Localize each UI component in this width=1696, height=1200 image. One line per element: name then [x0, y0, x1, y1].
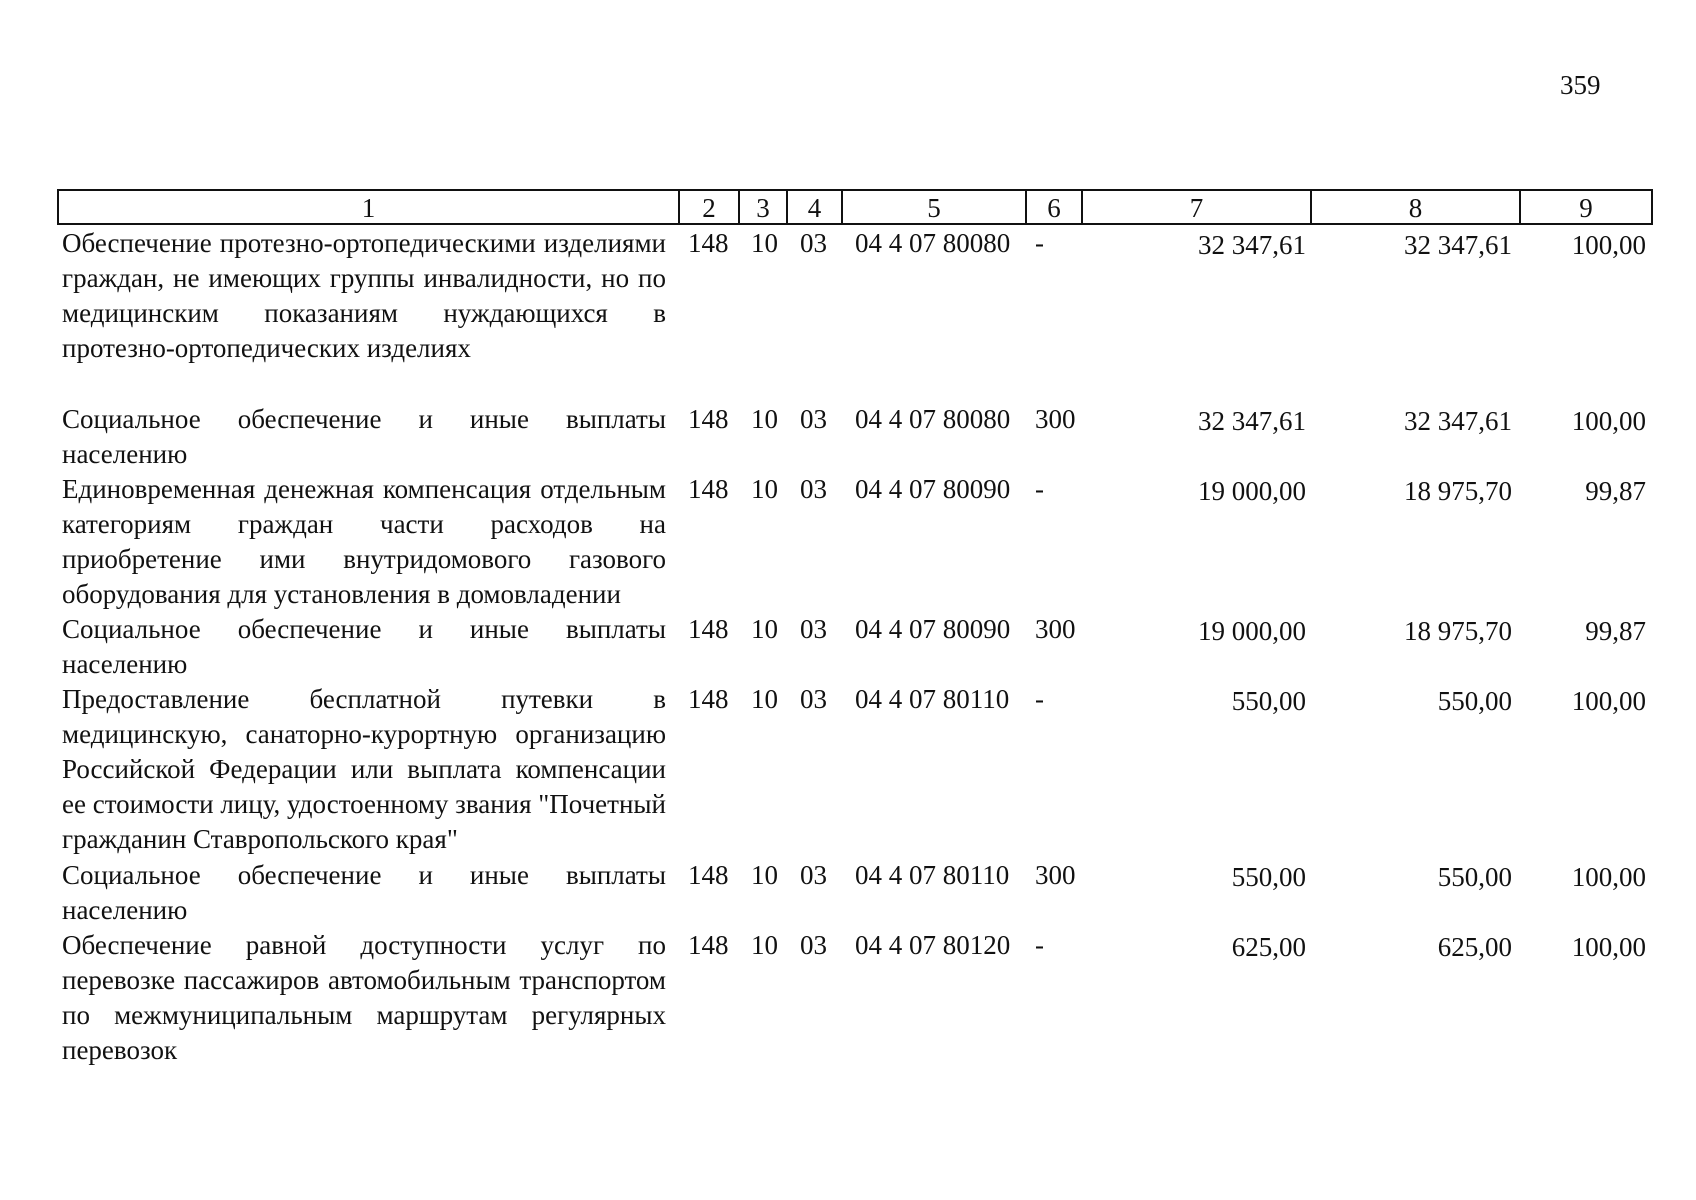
header-col-5: 5 — [842, 190, 1026, 224]
table-header — [57, 189, 1653, 225]
row-col-4: 03 — [800, 860, 827, 890]
row-col-2: 148 — [688, 930, 729, 960]
row-col-6: 300 — [1035, 404, 1076, 434]
row-col-3: 10 — [751, 228, 778, 258]
row-description: Социальное обеспечение и иные выплаты населению — [62, 614, 666, 679]
row-description: Социальное обеспечение и иные выплаты населению — [62, 404, 666, 469]
row-col-4: 03 — [800, 930, 827, 960]
row-col-2: 148 — [688, 614, 729, 644]
row-description: Обеспечение равной доступности услуг по перевозке пассажиров автомобильным транспортом по межмуниципальным маршрутам регулярных перевозок — [62, 930, 666, 1065]
row-col-8: 32 347,61 — [1404, 406, 1512, 436]
row-col-6: - — [1035, 228, 1044, 258]
row-description: Социальное обеспечение и иные выплаты населению — [62, 860, 666, 925]
row-col-7: 625,00 — [1231, 932, 1306, 962]
row-col-9: 99,87 — [1585, 616, 1646, 646]
row-col-3: 10 — [751, 684, 778, 714]
row-col-3: 10 — [751, 930, 778, 960]
row-col-6: 300 — [1035, 614, 1076, 644]
row-col-6: 300 — [1035, 860, 1076, 890]
header-col-4: 4 — [787, 190, 842, 224]
header-col-7: 7 — [1082, 190, 1311, 224]
header-col-1: 1 — [58, 190, 679, 224]
row-description: Предоставление бесплатной путевки в медицинскую, санаторно-курортную организацию Российской Федерации или выплата компенсации ее стоимости лицу, удостоенному звания "Почетный гражданин Ставропольского края" — [62, 684, 667, 854]
row-col-8: 18 975,70 — [1404, 616, 1512, 646]
row-col-9: 100,00 — [1571, 932, 1646, 962]
row-col-8: 625,00 — [1437, 932, 1512, 962]
row-col-5: 04 4 07 80080 — [855, 228, 1011, 258]
row-col-7: 32 347,61 — [1198, 406, 1306, 436]
row-col-6: - — [1035, 474, 1044, 504]
row-col-5: 04 4 07 80090 — [855, 474, 1011, 504]
row-col-4: 03 — [800, 228, 827, 258]
row-col-2: 148 — [688, 860, 729, 890]
row-col-9: 100,00 — [1571, 230, 1646, 260]
header-col-3: 3 — [739, 190, 787, 224]
row-col-8: 18 975,70 — [1404, 476, 1512, 506]
row-description: Единовременная денежная компенсация отдельным категориям граждан части расходов на приобретение ими внутридомового газового оборудования для установления в домовладении — [62, 474, 666, 609]
row-col-5: 04 4 07 80110 — [855, 860, 1010, 890]
row-col-3: 10 — [751, 860, 778, 890]
row-col-7: 19 000,00 — [1198, 616, 1306, 646]
row-col-3: 10 — [751, 404, 778, 434]
row-col-7: 19 000,00 — [1198, 476, 1306, 506]
header-col-9: 9 — [1520, 190, 1652, 224]
row-col-4: 03 — [800, 614, 827, 644]
header-col-2: 2 — [679, 190, 739, 224]
row-col-8: 550,00 — [1437, 862, 1512, 892]
row-col-2: 148 — [688, 474, 729, 504]
header-col-8: 8 — [1311, 190, 1520, 224]
row-description: Обеспечение протезно-ортопедическими изделиями граждан, не имеющих группы инвалидности, но по медицинским показаниям нуждающихся в протезно-ортопедических изделиях — [62, 228, 666, 363]
row-col-5: 04 4 07 80090 — [855, 614, 1011, 644]
row-col-7: 550,00 — [1231, 862, 1306, 892]
row-col-5: 04 4 07 80120 — [855, 930, 1011, 960]
row-col-9: 99,87 — [1585, 476, 1646, 506]
row-col-2: 148 — [688, 684, 729, 714]
page-number: 359 — [1560, 70, 1601, 100]
row-col-2: 148 — [688, 404, 729, 434]
row-col-4: 03 — [800, 404, 827, 434]
row-col-7: 32 347,61 — [1198, 230, 1306, 260]
row-col-7: 550,00 — [1231, 686, 1306, 716]
row-col-6: - — [1035, 684, 1044, 714]
row-col-4: 03 — [800, 684, 827, 714]
row-col-8: 550,00 — [1437, 686, 1512, 716]
row-col-9: 100,00 — [1571, 862, 1646, 892]
row-col-9: 100,00 — [1571, 406, 1646, 436]
row-col-8: 32 347,61 — [1404, 230, 1512, 260]
row-col-6: - — [1035, 930, 1044, 960]
row-col-9: 100,00 — [1571, 686, 1646, 716]
header-col-6: 6 — [1026, 190, 1082, 224]
row-col-3: 10 — [751, 474, 778, 504]
row-col-4: 03 — [800, 474, 827, 504]
row-col-5: 04 4 07 80110 — [855, 684, 1010, 714]
row-col-2: 148 — [688, 228, 729, 258]
row-col-3: 10 — [751, 614, 778, 644]
row-col-5: 04 4 07 80080 — [855, 404, 1011, 434]
